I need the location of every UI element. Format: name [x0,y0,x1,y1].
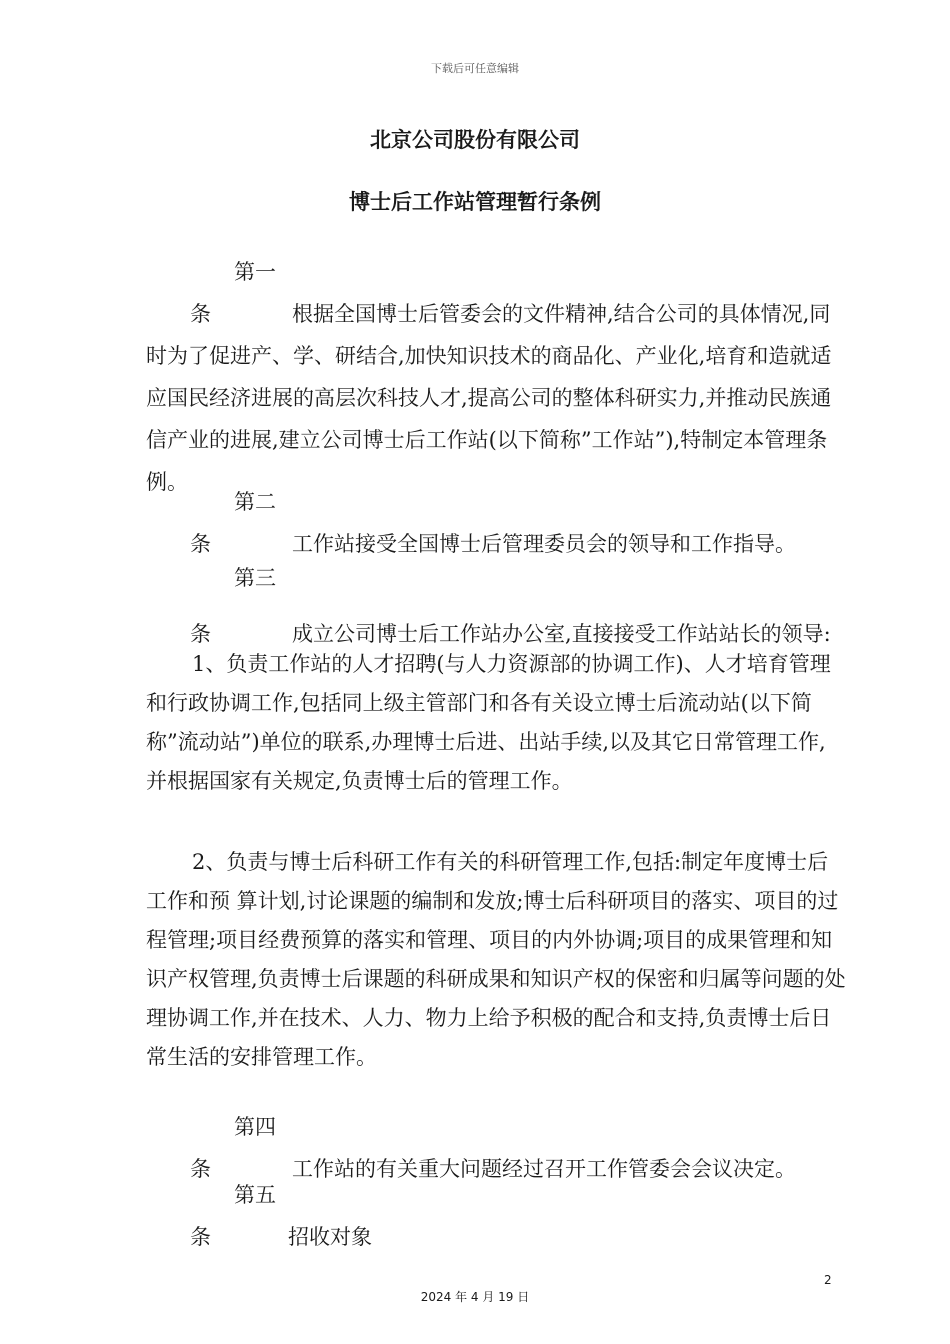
article-label: 第五条 [190,1183,276,1249]
document-title: 北京公司股份有限公司 [370,128,580,152]
article-label: 第四条 [190,1115,276,1181]
article-3-item-1 [146,645,846,801]
list-item: 2、负责与博士后科研工作有关的科研管理工作,包括:制定年度博士后工作和预 算计划,讨论课题的编制和发放;博士后科研项目的落实、项目的过程管理;项目经费预算的落实和管理、项目的内外协调;项目的成果管理和知识产权管理,负责博士后课题的科研成果和知识产权的保密和归属等问题的处理协调工作,并在技术、人力、物力上给予积极的配合和支持,负责博士后日常生活的安排管理工作。 [146,850,846,1069]
article-label: 第三条 [190,566,276,646]
article-label: 第二条 [190,490,276,556]
article-text: 根据全国博士后管委会的文件精神,结合公司的具体情况,同时为了促进产、学、研结合,加快知识技术的商品化、产业化,培育和造就适应国民经济进展的高层次科技人才,提高公司的整体科研实力,并推动民族通信产业的进展,建立公司博士后工作站(以下简称”工作站”),特制定本管理条例。 [146,302,832,494]
article-text: 成立公司博士后工作站办公室,直接接受工作站站长的领导: [292,622,831,646]
article-text: 工作站接受全国博士后管理委员会的领导和工作指导。 [292,532,796,556]
article-text: 招收对象 [288,1225,372,1249]
article-label: 第一条 [190,260,276,326]
article-5 [146,1174,846,1258]
article-1 [146,251,846,503]
footer-date: 2024 年 4 月 19 日 [420,1290,530,1304]
page-number: 2 [824,1273,832,1287]
article-3-item-2 [146,843,846,1077]
list-item: 1、负责工作站的人才招聘(与人力资源部的协调工作)、人才培育管理和行政协调工作,包括同上级主管部门和各有关设立博士后流动站(以下简称”流动站”)单位的联系,办理博士后进、出站手续,以及其它日常管理工作,并根据国家有关规定,负责博士后的管理工作。 [146,652,831,793]
document-subtitle: 博士后工作站管理暂行条例 [349,190,601,214]
article-text: 工作站的有关重大问题经过召开工作管委会会议决定。 [292,1157,796,1181]
header-note: 下载后可任意编辑 [431,62,519,75]
